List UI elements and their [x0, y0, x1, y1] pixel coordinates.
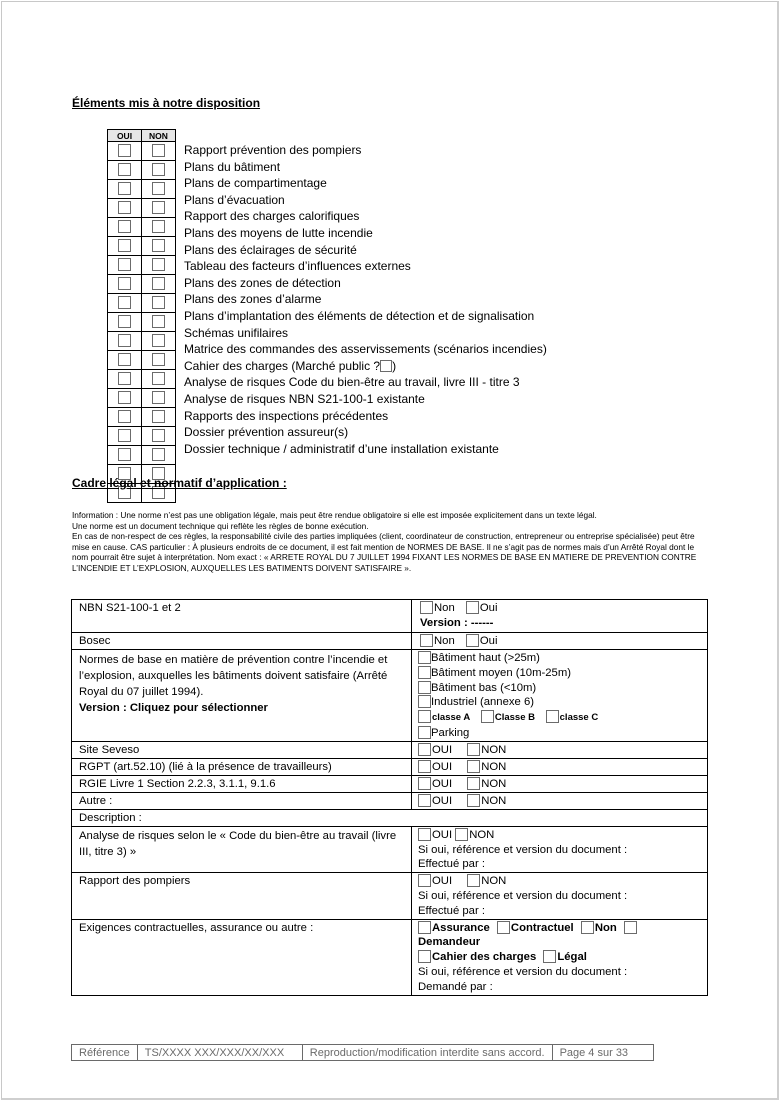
cahier-des-charges-label: Cahier des charges	[432, 951, 537, 964]
seveso-non-label: NON	[481, 743, 507, 756]
checklist-oui-checkbox[interactable]	[118, 277, 131, 290]
page-footer	[71, 1044, 654, 1061]
rgie-oui-checkbox[interactable]	[418, 777, 431, 790]
non-checkbox[interactable]	[581, 921, 594, 934]
pompiers-oui-checkbox[interactable]	[418, 874, 431, 887]
analyse-effectue-par: Effectué par :	[418, 858, 485, 871]
checklist-row	[108, 161, 176, 180]
checklist-row	[108, 446, 176, 465]
checklist-item-label	[184, 325, 547, 342]
seveso-non-checkbox[interactable]	[467, 743, 480, 756]
autre-oui-label: OUI	[432, 794, 453, 807]
autre-non-label: NON	[481, 794, 507, 807]
bosec-oui-checkbox[interactable]	[466, 634, 479, 647]
footer-reference-value: TS/XXXX XXX/XXX/XX/XXX	[137, 1045, 302, 1061]
checklist-non-checkbox[interactable]	[152, 163, 165, 176]
batiment-haut-checkbox[interactable]	[418, 651, 431, 664]
analyse-non-label: NON	[469, 828, 495, 841]
checklist-item-text: Matrice des commandes des asservissements (scénarios incendies)	[184, 342, 547, 357]
analyse-oui-label: OUI	[432, 828, 453, 841]
checklist-item-label	[184, 192, 547, 209]
contractuel-label: Contractuel	[510, 921, 574, 934]
footer-page-number: Page 4 sur 33	[552, 1045, 653, 1061]
analyse-label: Analyse de risques selon le « Code du bien-être au travail (livre III, titre 3) »	[72, 826, 412, 872]
checklist-non-checkbox[interactable]	[152, 334, 165, 347]
checklist-item-label	[184, 424, 547, 441]
bosec-non-label: Non	[434, 635, 455, 647]
column-header-non: NON	[142, 130, 176, 142]
checklist-non-checkbox[interactable]	[152, 239, 165, 252]
table-row-exigences	[72, 919, 708, 995]
checklist-labels	[184, 142, 547, 457]
checklist-oui-checkbox[interactable]	[118, 220, 131, 233]
description-field[interactable]: Description :	[72, 809, 708, 826]
rgpt-non-checkbox[interactable]	[467, 760, 480, 773]
pompiers-reference: Si oui, référence et version du document :	[418, 889, 628, 902]
availability-checklist	[107, 129, 176, 503]
contractuel-checkbox[interactable]	[497, 921, 510, 934]
table-row-nbn	[72, 600, 708, 633]
non-label: Non	[594, 921, 617, 934]
checklist-item-text: Plans du bâtiment	[184, 159, 281, 174]
rgpt-oui-label: OUI	[432, 760, 453, 773]
checklist-oui-checkbox[interactable]	[118, 239, 131, 252]
checklist-row	[108, 256, 176, 275]
rgpt-oui-checkbox[interactable]	[418, 760, 431, 773]
legal-checkbox[interactable]	[543, 950, 556, 963]
checklist-row	[108, 408, 176, 427]
batiment-moyen-checkbox[interactable]	[418, 666, 431, 679]
section-title-elements: Éléments mis à notre disposition	[72, 96, 261, 110]
checklist-item-label	[184, 441, 547, 458]
pompiers-oui-label: OUI	[432, 875, 453, 888]
info-line-1: Information : Une norme n’est pas une obligation légale, mais peut être rendue obligatoire si elle est imposée explicitement dans un texte légal.	[72, 510, 597, 520]
industriel-checkbox[interactable]	[418, 695, 431, 708]
table-row-pompiers	[72, 873, 708, 919]
seveso-label: Site Seveso	[72, 741, 412, 758]
checklist-item-label	[184, 291, 547, 308]
analyse-reference: Si oui, référence et version du document :	[418, 843, 628, 856]
checklist-item-text: Plans des zones de détection	[184, 275, 341, 290]
checklist-oui-checkbox[interactable]	[118, 334, 131, 347]
classe-c-label: classe C	[559, 712, 599, 724]
checklist-item-text: Rapport prévention des pompiers	[184, 143, 362, 157]
checklist-item-label	[184, 408, 547, 425]
table-row-seveso	[72, 741, 708, 758]
checklist-item-text: Rapports des inspections précédentes	[184, 408, 389, 423]
nbn-non-checkbox[interactable]	[420, 601, 433, 614]
checklist-row	[108, 142, 176, 161]
checklist-item-text: Dossier prévention assureur(s)	[184, 425, 349, 440]
checklist-non-checkbox[interactable]	[152, 391, 165, 404]
parking-label: Parking	[431, 726, 470, 739]
checklist-oui-checkbox[interactable]	[118, 391, 131, 404]
checklist-item-label	[184, 341, 547, 358]
exigences-reference: Si oui, référence et version du document :	[418, 965, 628, 978]
batiment-moyen-label: Bâtiment moyen (10m-25m)	[431, 666, 572, 679]
checklist-oui-checkbox[interactable]	[118, 296, 131, 309]
checklist-row	[108, 313, 176, 332]
footer-notice: Reproduction/modification interdite sans accord.	[302, 1045, 552, 1061]
rgie-non-checkbox[interactable]	[467, 777, 480, 790]
checklist-oui-checkbox[interactable]	[118, 144, 131, 157]
classe-b-checkbox[interactable]	[481, 710, 494, 723]
checklist-non-checkbox[interactable]	[152, 182, 165, 195]
analyse-oui-checkbox[interactable]	[418, 828, 431, 841]
rgie-oui-label: OUI	[432, 777, 453, 790]
checklist-row	[108, 351, 176, 370]
checklist-item-label	[184, 275, 547, 292]
industriel-label: Industriel (annexe 6)	[431, 696, 534, 709]
checklist-oui-checkbox[interactable]	[118, 410, 131, 423]
nbn-label: NBN S21-100-1 et 2	[72, 600, 412, 633]
info-line-2: Une norme est un document technique qui reflète les règles de bonne exécution.	[72, 520, 369, 531]
checklist-row	[108, 332, 176, 351]
checklist-non-checkbox[interactable]	[152, 277, 165, 290]
bosec-oui-label: Oui	[479, 635, 498, 647]
classe-a-checkbox[interactable]	[418, 710, 431, 723]
checklist-row	[108, 180, 176, 199]
checklist-row	[108, 427, 176, 446]
normes-label: Normes de base en matière de prévention contre l’incendie et l’explosion, auxquelles les bâtiments doivent satisfaire (Arrêté Royal du 07 juillet 1994).	[79, 654, 388, 698]
batiment-bas-label: Bâtiment bas (<10m)	[431, 681, 537, 694]
information-note	[72, 510, 712, 573]
autre-oui-checkbox[interactable]	[418, 794, 431, 807]
batiment-haut-label: Bâtiment haut (>25m)	[431, 652, 540, 664]
checklist-row	[108, 370, 176, 389]
rgpt-label: RGPT (art.52.10) (lié à la présence de travailleurs)	[72, 758, 412, 775]
checklist-row	[108, 237, 176, 256]
checklist-item-text: Analyse de risques Code du bien-être au travail, livre III - titre 3	[184, 375, 520, 390]
checklist-oui-checkbox[interactable]	[118, 201, 131, 214]
checklist-non-checkbox[interactable]	[152, 429, 165, 442]
demandeur-label: Demandeur	[418, 936, 481, 949]
checklist-item-text: Rapport des charges calorifiques	[184, 209, 360, 224]
checklist-non-checkbox[interactable]	[152, 315, 165, 328]
checklist-item-text: Plans d’évacuation	[184, 192, 285, 207]
checklist-item-text: Plans d’implantation des éléments de détection et de signalisation	[184, 308, 535, 323]
checklist-row	[108, 199, 176, 218]
table-row-description	[72, 809, 708, 826]
checklist-non-checkbox[interactable]	[152, 296, 165, 309]
nbn-oui-label: Oui	[479, 602, 498, 614]
checklist-non-checkbox[interactable]	[152, 448, 165, 461]
table-row-bosec	[72, 633, 708, 650]
pompiers-effectue-par: Effectué par :	[418, 904, 485, 917]
legal-label: Légal	[557, 951, 587, 964]
checklist-oui-checkbox[interactable]	[118, 372, 131, 385]
checklist-item-label	[184, 208, 547, 225]
table-row-analyse-risques	[72, 826, 708, 872]
checklist-non-checkbox[interactable]	[152, 258, 165, 271]
checklist-non-checkbox[interactable]	[152, 144, 165, 157]
checklist-item-text: Plans des moyens de lutte incendie	[184, 225, 373, 240]
classe-c-checkbox[interactable]	[546, 710, 559, 723]
nbn-version: Version : ------	[420, 616, 494, 629]
checklist-non-checkbox[interactable]	[152, 201, 165, 214]
checklist-item-text: Tableau des facteurs d’influences externes	[184, 259, 411, 274]
pompiers-label: Rapport des pompiers	[72, 873, 412, 919]
table-row-autre	[72, 792, 708, 809]
checklist-item-text: Cahier des charges (Marché public ?	[184, 358, 381, 373]
checklist-oui-checkbox[interactable]	[118, 315, 131, 328]
normes-version-dropdown[interactable]: Version : Cliquez pour sélectionner	[79, 702, 268, 714]
checklist-item-label	[184, 374, 547, 391]
legal-framework-table	[71, 599, 708, 996]
checklist-oui-checkbox[interactable]	[118, 182, 131, 195]
section-title-legal: Cadre légal et normatif d’application :	[72, 476, 287, 490]
checklist-item-label	[184, 242, 547, 259]
checklist-item-label	[184, 308, 547, 325]
classe-b-label: Classe B	[494, 712, 535, 724]
checklist-row	[108, 275, 176, 294]
checklist-non-checkbox[interactable]	[152, 410, 165, 423]
checklist-oui-checkbox[interactable]	[118, 258, 131, 271]
checklist-item-label	[184, 175, 547, 192]
pompiers-non-label: NON	[481, 875, 507, 888]
checklist-oui-checkbox[interactable]	[118, 353, 131, 366]
checklist-item-label	[184, 159, 547, 176]
exigences-demande-par: Demandé par :	[418, 980, 493, 993]
checklist-non-checkbox[interactable]	[152, 220, 165, 233]
analyse-non-checkbox[interactable]	[455, 828, 468, 841]
info-line-3: En cas de non-respect de ces règles, la responsabilité civile des parties impliquées (client, coordinateur de construction, entrepreneur ou entreprise spécialisée) peut être mise en cause. CAS particulier : À plusieurs endroits de ce document, il est fait mention de NORMES DE BASE. Il ne s’agit pas de normes mais d’un Arrêté Royal dont le nom pourrait être sujet à interprétation. Nom exact : « ARRETE ROYAL DU 7 JUILLET 1994 FIXANT LES NORMES DE BASE EN MATIERE DE PREVENTION CONTRE L’INCENDIE ET L’EXPLOSION, AUXQUELLES LES BATIMENTS DOIVENT SATISFAIRE ».	[72, 531, 697, 573]
checklist-item-label	[184, 358, 547, 375]
rgie-label: RGIE Livre 1 Section 2.2.3, 3.1.1, 9.1.6	[72, 775, 412, 792]
batiment-bas-checkbox[interactable]	[418, 681, 431, 694]
classe-a-label: classe A	[432, 712, 471, 724]
assurance-checkbox[interactable]	[418, 921, 431, 934]
checklist-item-text: Plans des éclairages de sécurité	[184, 242, 357, 257]
checklist-item-text: Analyse de risques NBN S21-100-1 existante	[184, 391, 425, 406]
footer-reference-label: Référence	[72, 1045, 138, 1061]
checklist-item-text: Plans des zones d’alarme	[184, 292, 322, 307]
table-row-rgie	[72, 775, 708, 792]
checklist-oui-checkbox[interactable]	[118, 429, 131, 442]
checklist-row	[108, 218, 176, 237]
rgpt-non-label: NON	[481, 760, 507, 773]
bosec-non-checkbox[interactable]	[420, 634, 433, 647]
checklist-item-text: Dossier technique / administratif d’une installation existante	[184, 441, 499, 456]
checklist-item-label	[184, 258, 547, 275]
autre-label: Autre :	[72, 792, 412, 809]
checklist-oui-checkbox[interactable]	[118, 448, 131, 461]
assurance-label: Assurance	[432, 921, 490, 934]
demandeur-checkbox[interactable]	[624, 921, 637, 934]
autre-non-checkbox[interactable]	[467, 794, 480, 807]
exigences-label: Exigences contractuelles, assurance ou autre :	[72, 919, 412, 995]
column-header-oui: OUI	[108, 130, 142, 142]
checklist-oui-checkbox[interactable]	[118, 163, 131, 176]
checklist-non-checkbox[interactable]	[152, 353, 165, 366]
table-row-rgpt	[72, 758, 708, 775]
checklist-item-suffix: )	[392, 358, 397, 373]
seveso-oui-label: OUI	[432, 743, 453, 756]
parking-checkbox[interactable]	[418, 726, 431, 739]
rgie-non-label: NON	[481, 777, 507, 790]
checklist-item-text: Plans de compartimentage	[184, 176, 327, 191]
pompiers-non-checkbox[interactable]	[467, 874, 480, 887]
checklist-row	[108, 389, 176, 408]
seveso-oui-checkbox[interactable]	[418, 743, 431, 756]
checklist-row	[108, 294, 176, 313]
nbn-oui-checkbox[interactable]	[466, 601, 479, 614]
checklist-item-text: Schémas unifilaires	[184, 325, 289, 340]
checklist-item-label	[184, 142, 547, 159]
bosec-label: Bosec	[72, 633, 412, 650]
checklist-non-checkbox[interactable]	[152, 372, 165, 385]
checklist-item-label	[184, 391, 547, 408]
nbn-non-label: Non	[434, 602, 455, 614]
marche-public-checkbox[interactable]	[380, 360, 392, 372]
table-row-normes-de-base	[72, 650, 708, 742]
cahier-des-charges-checkbox[interactable]	[418, 950, 431, 963]
checklist-item-label	[184, 225, 547, 242]
